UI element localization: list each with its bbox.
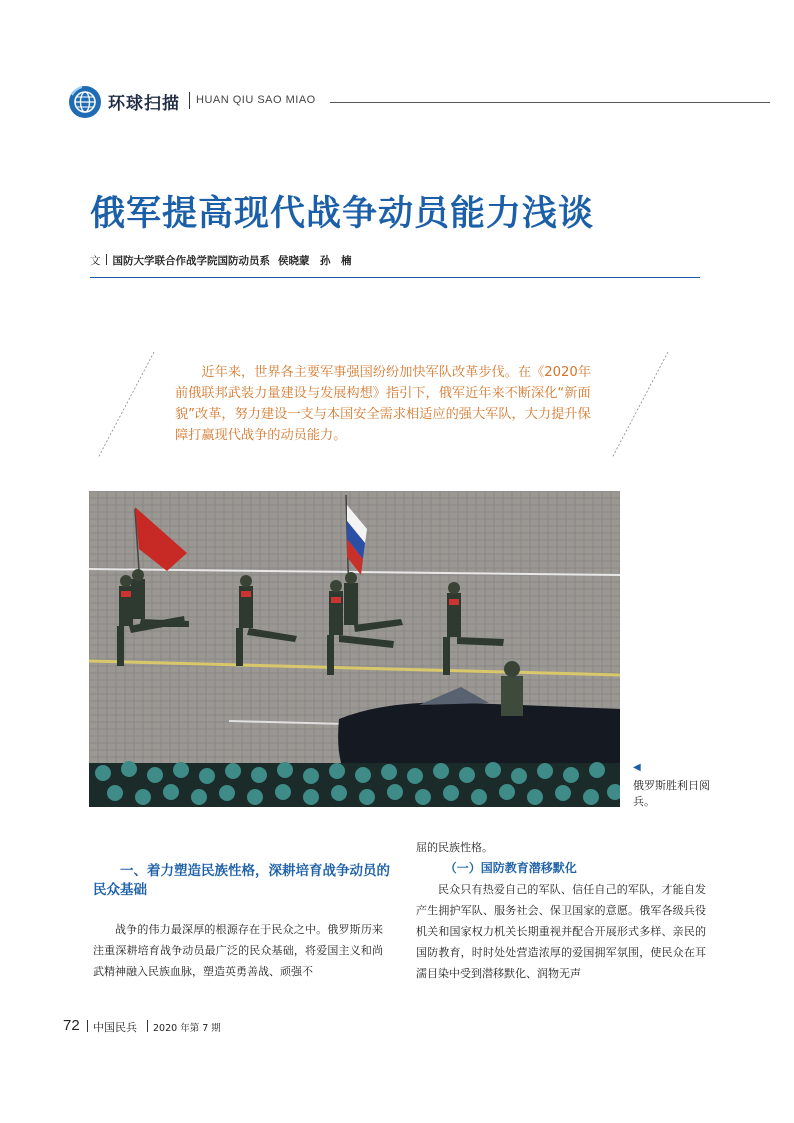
section-heading-1: 一、着力塑造民族性格，深耕培育战争动员的民众基础 <box>93 863 390 898</box>
magazine-name: 中国民兵 <box>93 1021 137 1034</box>
subsection-heading-1: （一）国防教育潜移默化 <box>444 861 577 875</box>
paragraph-text: 战争的伟力最深厚的根源存在于民众之中。俄罗斯历来注重深耕培育战争动员最广泛的民众基础，将爱国主义和尚武精神融入民族血脉，塑造英勇善战、顽强不 <box>93 923 383 978</box>
section-divider <box>189 92 190 109</box>
footer-divider <box>147 1020 148 1032</box>
header-rule <box>330 102 770 103</box>
body-paragraph-2 <box>416 879 706 984</box>
parade-photo <box>89 491 620 807</box>
globe-logo-icon <box>68 85 102 119</box>
byline <box>90 253 352 268</box>
author-affiliation: 国防大学联合作战学院国防动员系 <box>112 255 270 267</box>
author-names: 侯晓蒙 孙 楠 <box>278 255 352 267</box>
section-title-pinyin: HUAN QIU SAO MIAO <box>196 94 316 106</box>
article-abstract <box>175 362 595 446</box>
title-rule <box>90 277 700 278</box>
section-title: 环球扫描 <box>108 94 180 114</box>
paragraph-text: 民众只有热爱自己的军队、信任自己的军队，才能自发产生拥护军队、服务社会、保卫国家的意愿。俄军各级兵役机关和国家权力机关长期重视并配合开展形式多样、亲民的国防教育，时时处处营造浓厚的爱国拥军氛围，使民众在耳濡目染中受到潜移默化、润物无声 <box>416 883 706 980</box>
caption-arrow-icon: ◀ <box>633 762 641 773</box>
abstract-text: 近年来，世界各主要军事强国纷纷加快军队改革步伐。在《2020年前俄联邦武装力量建设与发展构想》指引下，俄军近年来不断深化“新面貌”改革，努力建设一支与本国安全需求相适应的强大军队，大力提升保障打赢现代战争的动员能力。 <box>175 365 592 443</box>
photo-caption: 俄罗斯胜利日阅兵。 <box>633 779 710 808</box>
page-number: 72 <box>63 1017 80 1034</box>
article-title: 俄军提高现代战争动员能力浅谈 <box>90 194 595 234</box>
byline-divider <box>106 254 107 265</box>
issue-label: 2020 年第 7 期 <box>153 1023 221 1034</box>
footer-divider <box>87 1020 88 1032</box>
decorative-slash-left <box>96 350 156 460</box>
body-paragraph-1 <box>93 919 383 982</box>
decorative-slash-right <box>610 350 670 460</box>
byline-prefix: 文 <box>90 255 101 267</box>
paragraph-continuation: 屈的民族性格。 <box>416 841 493 854</box>
